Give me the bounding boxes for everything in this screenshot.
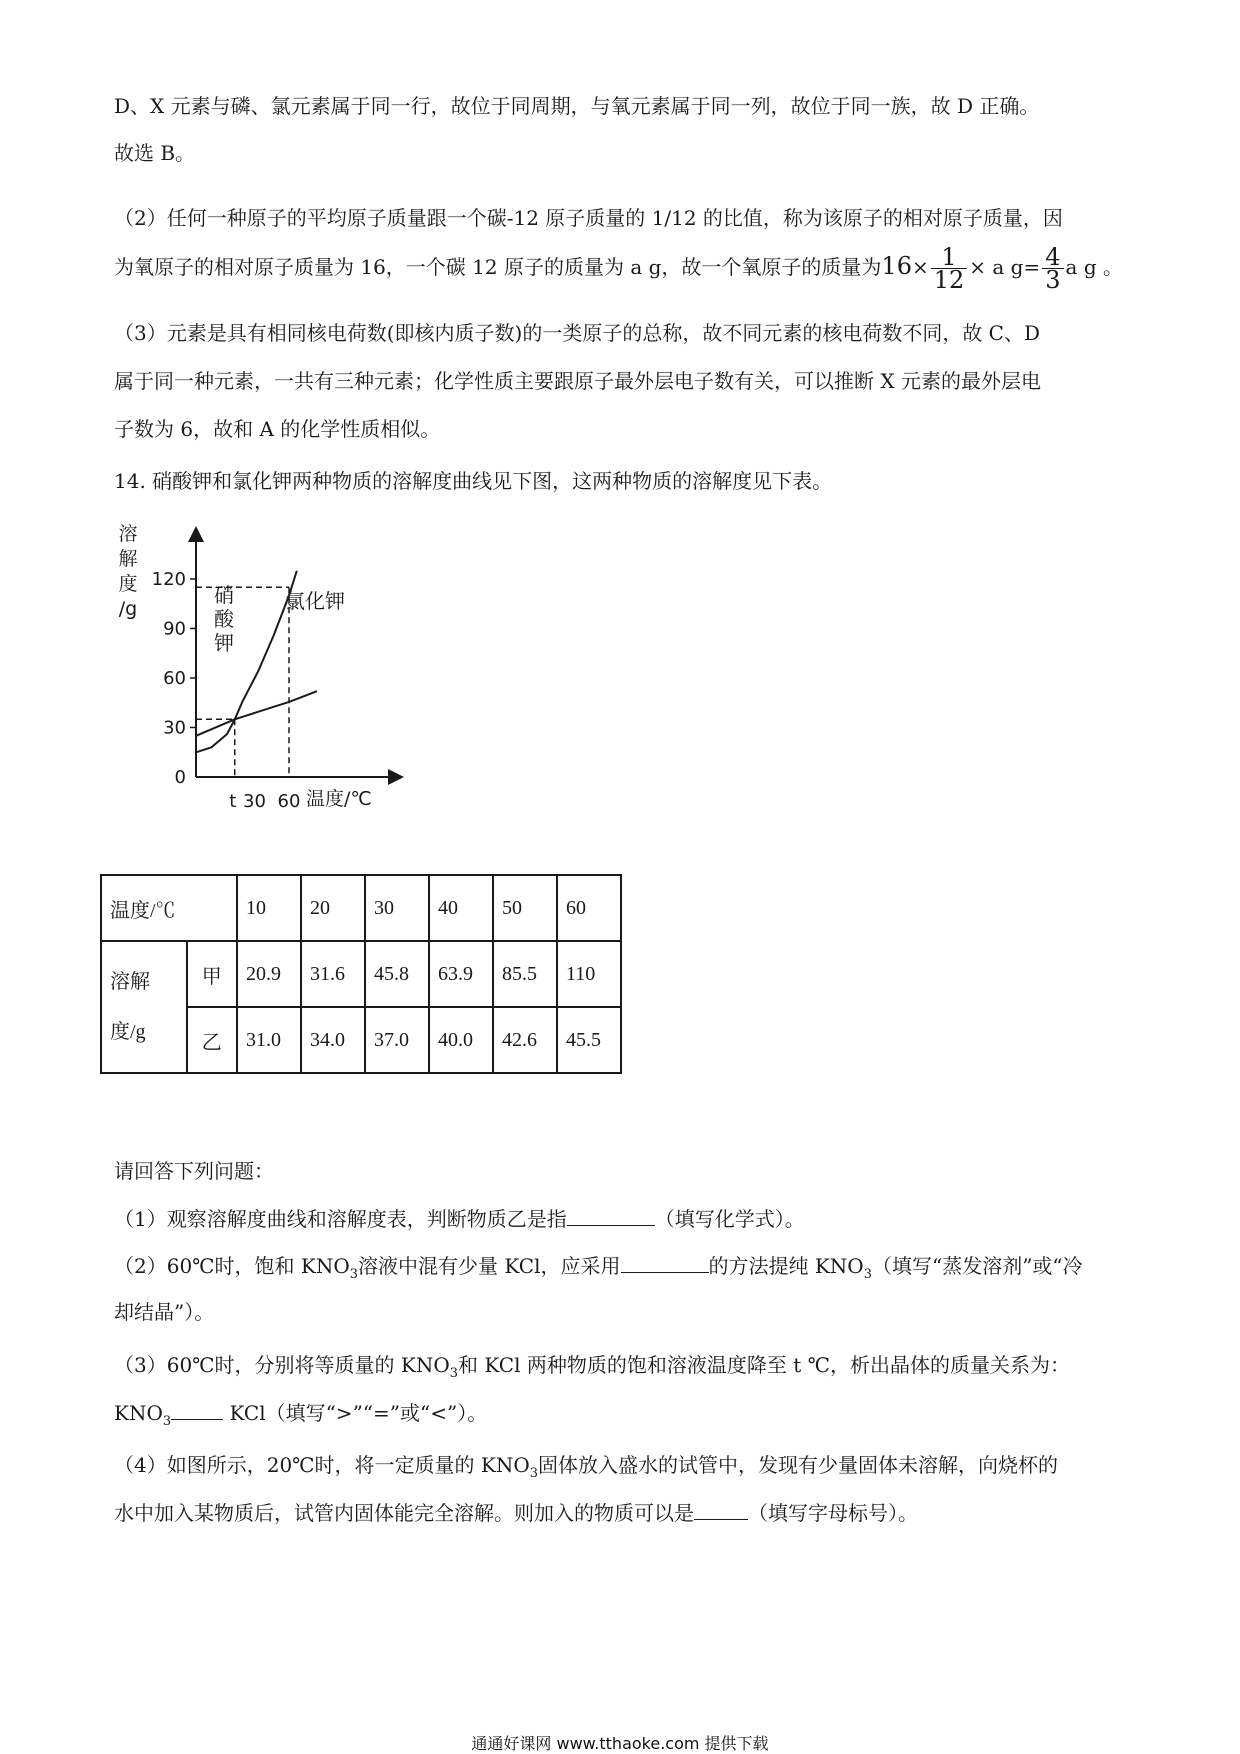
text-segment: （2）60℃时，饱和 KNO (114, 1254, 350, 1278)
row-label-cell (101, 941, 187, 1073)
subscript: 3 (349, 1267, 359, 1282)
fraction-numerator: 1 (931, 246, 968, 269)
text-segment: KNO (114, 1401, 163, 1425)
text-segment: 水中加入某物质后，试管内固体能完全溶解。则加入的物质可以是 (114, 1501, 694, 1525)
fraction-numerator: 4 (1042, 246, 1063, 269)
text-segment: （4）如图所示，20℃时，将一定质量的 KNO (114, 1453, 530, 1477)
text-segment: （填写字母标号）。 (748, 1501, 918, 1525)
text-segment: （填写“蒸发溶剂”或“冷 (871, 1254, 1083, 1278)
table-row (101, 875, 621, 941)
page-footer: 通通好课网 www.tthaoke.com 提供下载 (471, 1734, 769, 1753)
answer-blank[interactable] (567, 1205, 655, 1226)
y-tick-label: 60 (163, 668, 186, 689)
temp-cell: 20 (301, 875, 365, 941)
y-axis-label: 解 (118, 548, 138, 570)
text-line: 请回答下列问题： (114, 1159, 274, 1183)
temp-cell: 50 (493, 875, 557, 941)
series-label-kno3: 钾 (214, 631, 234, 655)
series-label-kcl: 氯化钾 (285, 589, 345, 613)
text-segment: 固体放入盛水的试管中，发现有少量固体未溶解，向烧杯的 (538, 1453, 1059, 1477)
text-segment: （3）60℃时，分别将等质量的 KNO (114, 1353, 450, 1377)
coefficient: 16 (881, 252, 912, 280)
subscript: 3 (863, 1267, 872, 1282)
text-line: 却结晶”）。 (114, 1300, 215, 1324)
value-cell: 45.8 (365, 941, 429, 1007)
y-tick-label: 90 (163, 618, 186, 640)
times-sign: × (911, 255, 929, 279)
subscript: 3 (162, 1414, 172, 1429)
text-segment: 为氧原子的相对原子质量为 16，一个碳 12 原子的质量为 a g，故一个氧原子的质量为 (114, 255, 882, 279)
header-cell: 温度/℃ (101, 875, 237, 941)
answer-blank[interactable] (621, 1252, 709, 1273)
question-line (114, 1499, 918, 1526)
question-line (114, 1452, 1058, 1487)
series-label-kno3: 酸 (214, 607, 234, 631)
answer-blank[interactable] (694, 1499, 748, 1520)
y-tick-label: 0 (174, 767, 186, 788)
value-cell: 40.0 (429, 1007, 493, 1073)
text-segment: 和 KCl 两种物质的饱和溶液温度降至 t ℃，析出晶体的质量关系为： (458, 1353, 1070, 1377)
solubility-chart (100, 520, 420, 820)
fraction-four-thirds (1042, 243, 1063, 294)
y-axis-label: 溶 (118, 523, 138, 545)
table-row (101, 941, 621, 1007)
text-line: 故选 B。 (114, 141, 196, 165)
x-axis-label: 温度/℃ (306, 788, 372, 810)
text-segment: （1）观察溶解度曲线和溶解度表，判断物质乙是指 (114, 1207, 567, 1231)
temp-cell: 40 (429, 875, 493, 941)
formula-line (114, 242, 1123, 294)
y-axis-label: /g (118, 598, 138, 620)
value-cell: 42.6 (493, 1007, 557, 1073)
text-line: 属于同一种元素，一共有三种元素；化学性质主要跟原子最外层电子数有关，可以推断 X 元素的最外层电 (114, 369, 1041, 393)
text-segment: × a g= (969, 255, 1041, 279)
question-line (114, 1399, 487, 1435)
x-tick-label: 60 (277, 791, 301, 812)
subscript: 3 (449, 1366, 459, 1381)
subscript: 3 (529, 1466, 539, 1481)
substance-label-cell: 甲 (187, 941, 237, 1007)
value-cell: 31.6 (301, 941, 365, 1007)
substance-label-cell: 乙 (187, 1007, 237, 1073)
text-line: （2）任何一种原子的平均原子质量跟一个碳-12 原子质量的 1/12 的比值，称为该原子的相对原子质量，因 (114, 206, 1063, 230)
value-cell: 63.9 (429, 941, 493, 1007)
text-segment: （填写化学式）。 (654, 1207, 805, 1231)
fraction-denominator: 3 (1045, 266, 1061, 294)
fraction-one-twelfth (931, 243, 968, 294)
question-line (114, 1352, 1070, 1387)
value-cell: 34.0 (301, 1007, 365, 1073)
series-label-kno3: 硝 (214, 583, 234, 607)
text-segment: 溶液中混有少量 KCl，应采用 (358, 1254, 621, 1278)
series-line-kcl (196, 691, 317, 736)
solubility-table (100, 874, 622, 1074)
temp-cell: 30 (365, 875, 429, 941)
temp-cell: 60 (557, 875, 621, 941)
text-line: 子数为 6，故和 A 的化学性质相似。 (114, 417, 441, 441)
value-cell: 85.5 (493, 941, 557, 1007)
text-segment: 的方法提纯 KNO (708, 1254, 864, 1278)
value-cell: 110 (557, 941, 621, 1007)
value-cell: 45.5 (557, 1007, 621, 1073)
y-axis-label: 度 (118, 573, 138, 595)
text-line: （3）元素是具有相同核电荷数(即核内质子数)的一类原子的总称，故不同元素的核电荷数不同，故 C、D (114, 321, 1041, 345)
fraction-denominator: 12 (933, 266, 965, 294)
value-cell: 20.9 (237, 941, 301, 1007)
question-line (114, 1252, 1083, 1288)
value-cell: 31.0 (237, 1007, 301, 1073)
question-line (114, 1205, 805, 1232)
x-tick-label: t (229, 791, 237, 812)
text-segment: a g 。 (1065, 255, 1123, 279)
x-tick-label: 30 (243, 791, 266, 812)
row-label-line: 度/g (110, 1021, 146, 1043)
temp-cell: 10 (237, 875, 301, 941)
answer-blank[interactable] (171, 1399, 223, 1420)
row-label-line: 溶解 (110, 971, 150, 993)
text-segment: KCl（填写“>”“=”或“<”）。 (229, 1401, 488, 1425)
question-heading: 14. 硝酸钾和氯化钾两种物质的溶解度曲线见下图，这两种物质的溶解度见下表。 (114, 469, 833, 493)
y-tick-label: 120 (151, 569, 186, 590)
value-cell: 37.0 (365, 1007, 429, 1073)
text-line: D、X 元素与磷、氯元素属于同一行，故位于同周期，与氧元素属于同一列，故位于同一族，故 D 正确。 (114, 94, 1040, 118)
y-tick-label: 30 (163, 717, 186, 739)
series-line-kno3 (196, 571, 297, 753)
